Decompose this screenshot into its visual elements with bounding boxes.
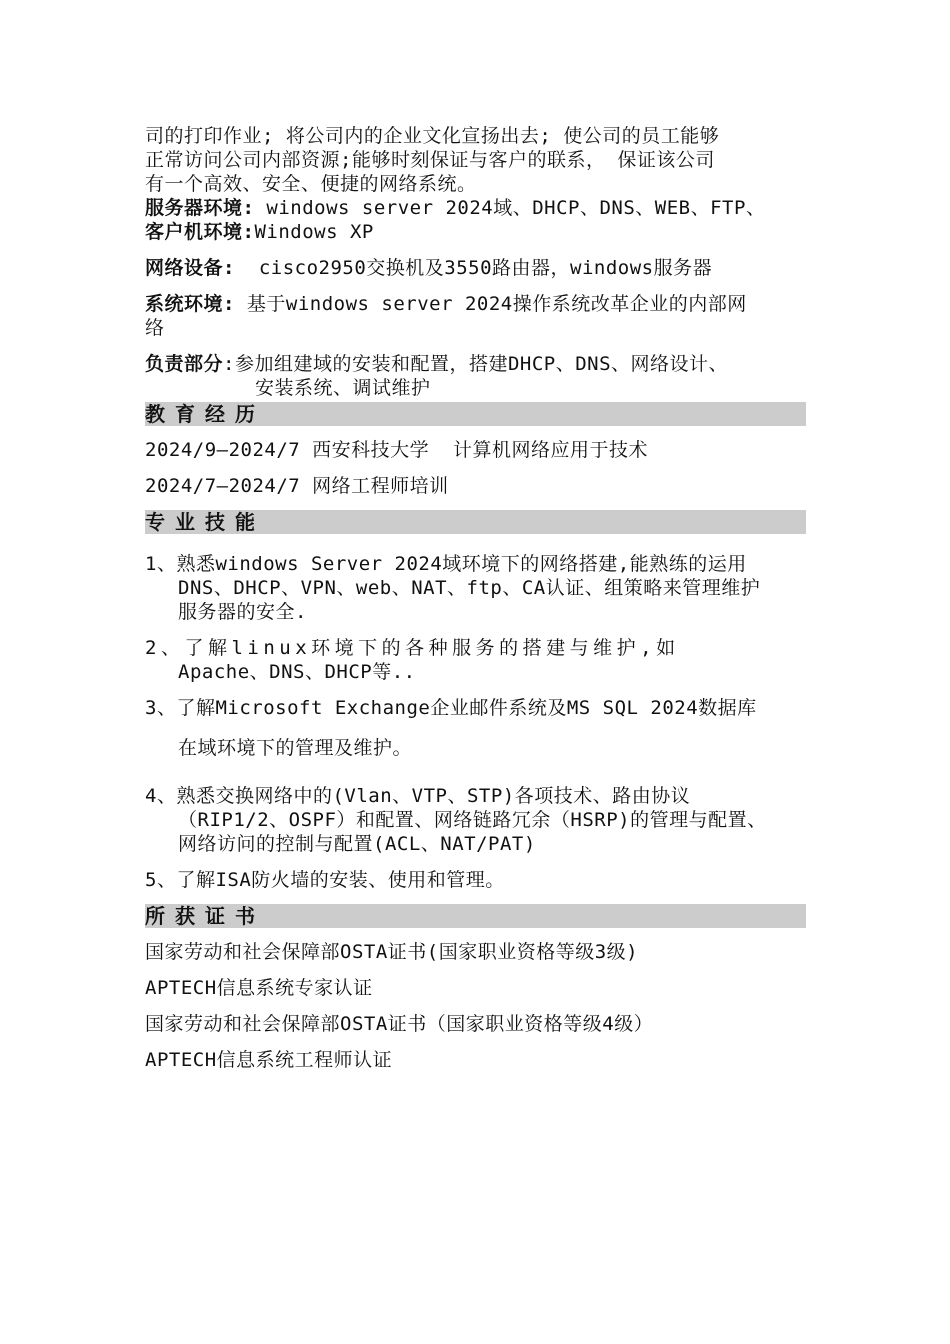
skill-item-1-line-1: 1、熟悉windows Server 2024域环境下的网络搭建,能熟练的运用 — [145, 553, 747, 575]
education-item: 2024/9—2024/7 西安科技大学 计算机网络应用于技术 — [145, 439, 649, 461]
network-device-label: 网络设备: — [145, 257, 235, 279]
client-env-value: Windows XP — [254, 221, 374, 243]
duty-row-2: 安装系统、调试维护 — [255, 377, 431, 399]
section-title-education: 教育经历 — [145, 402, 806, 426]
duty-row — [145, 352, 825, 376]
skill-item-1-line-3: 服务器的安全. — [178, 601, 307, 623]
system-env-value: 基于windows server 2024操作系统改革企业的内部网 — [234, 293, 747, 315]
skill-item-4-line-2: （RIP1/2、OSPF）和配置、网络链路冗余（HSRP)的管理与配置、 — [178, 809, 767, 831]
section-title-certificates: 所获证书 — [145, 904, 806, 928]
server-env-value: windows server 2024域、DHCP、DNS、WEB、FTP、 — [254, 197, 766, 219]
duty-label: 负责部分 — [145, 353, 224, 375]
certificate-item: APTECH信息系统工程师认证 — [145, 1049, 393, 1071]
education-item: 2024/7—2024/7 网络工程师培训 — [145, 475, 449, 497]
network-device-value: cisco2950交换机及3550路由器，windows服务器 — [234, 257, 713, 279]
skill-item-3-line-2: 在域环境下的管理及维护。 — [178, 737, 413, 759]
intro-line-1: 司的打印作业; 将公司内的企业文化宣扬出去; 使公司的员工能够 — [145, 125, 720, 147]
skill-item-4-line-3: 网络访问的控制与配置(ACL、NAT/PAT) — [178, 833, 536, 855]
network-device-row — [145, 256, 825, 280]
client-env-row — [145, 220, 825, 244]
certificate-item: 国家劳动和社会保障部OSTA证书（国家职业资格等级4级） — [145, 1013, 654, 1035]
system-env-label: 系统环境: — [145, 293, 235, 315]
skill-item-1-line-2: DNS、DHCP、VPN、web、NAT、ftp、CA认证、组策略来管理维护 — [178, 577, 761, 599]
skill-item-4-line-1: 4、熟悉交换网络中的(Vlan、VTP、STP)各项技术、路由协议 — [145, 785, 691, 807]
system-env-row-2: 络 — [145, 317, 165, 339]
skill-item-5-line-1: 5、了解ISA防火墙的安装、使用和管理。 — [145, 869, 505, 891]
intro-line-2: 正常访问公司内部资源;能够时刻保证与客户的联系， 保证该公司 — [145, 149, 715, 171]
server-env-label: 服务器环境: — [145, 197, 255, 219]
client-env-label: 客户机环境: — [145, 221, 255, 243]
server-env-row — [145, 196, 825, 220]
system-env-row — [145, 292, 825, 316]
certificate-item: APTECH信息系统专家认证 — [145, 977, 373, 999]
skill-item-3-line-1: 3、了解Microsoft Exchange企业邮件系统及MS SQL 2024数据库 — [145, 697, 757, 719]
duty-value: :参加组建域的安装和配置，搭建DHCP、DNS、网络设计、 — [223, 353, 729, 375]
intro-line-3: 有一个高效、安全、便捷的网络系统。 — [145, 173, 477, 195]
skill-item-2-line-1: 2、了解linux环境下的各种服务的搭建与维护,如 — [145, 637, 680, 659]
certificate-item: 国家劳动和社会保障部OSTA证书(国家职业资格等级3级) — [145, 941, 639, 963]
skill-item-2-line-2: Apache、DNS、DHCP等.. — [178, 661, 416, 683]
resume-page — [145, 124, 825, 1072]
section-title-skills: 专业技能 — [145, 510, 806, 534]
